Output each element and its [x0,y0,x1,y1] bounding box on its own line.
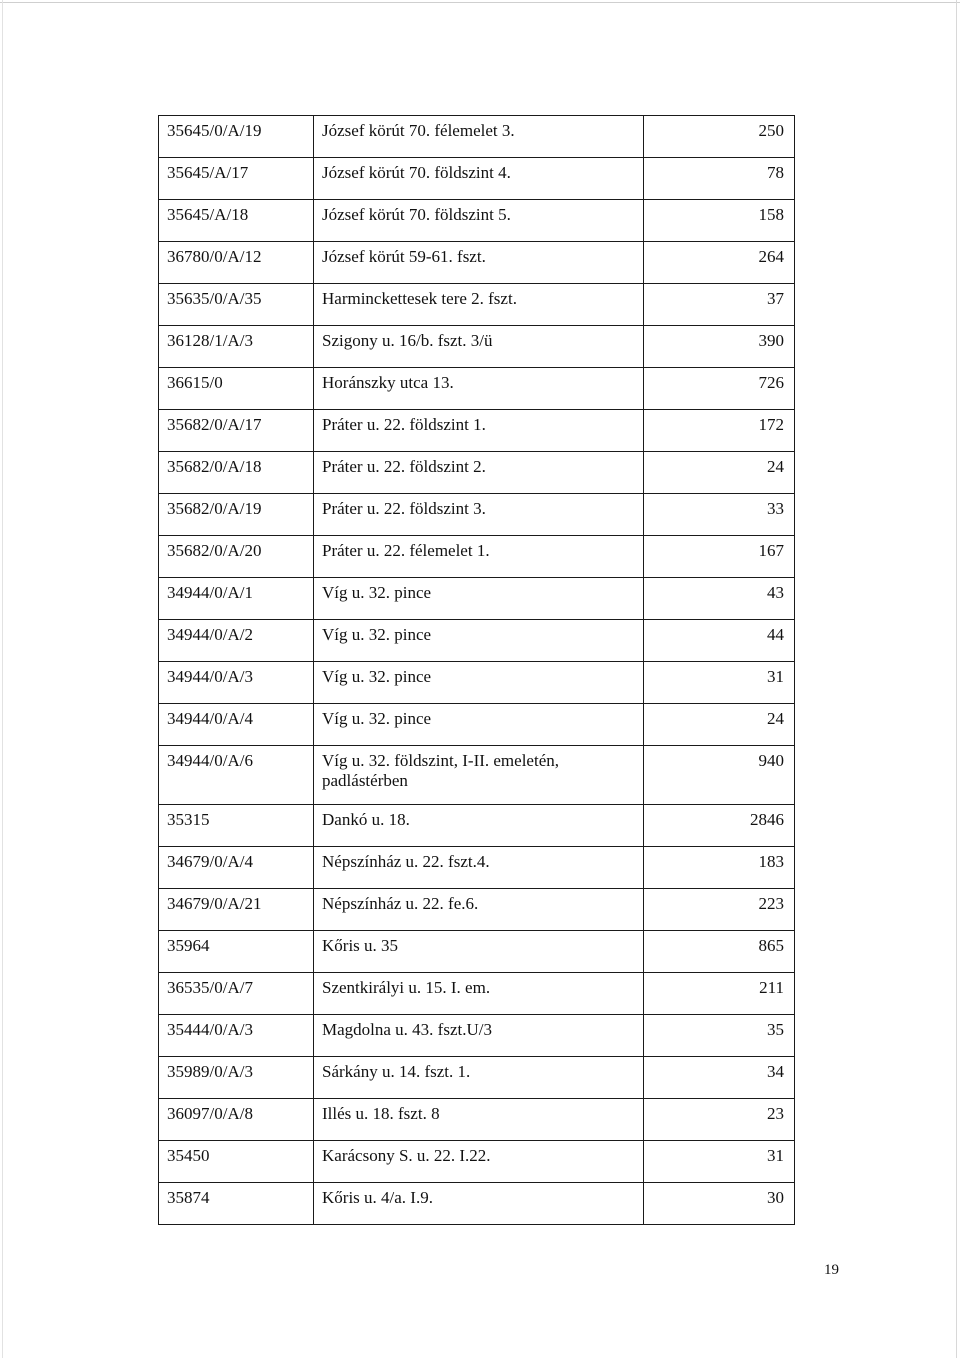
table-row [159,620,795,662]
area-cell: 44 [644,620,795,662]
area-cell: 223 [644,889,795,931]
table-row [159,704,795,746]
table-row [159,1099,795,1141]
address-cell: Víg u. 32. pince [314,662,644,704]
area-cell: 78 [644,158,795,200]
address-cell: Népszínház u. 22. fe.6. [314,889,644,931]
area-cell: 30 [644,1183,795,1225]
table-row [159,494,795,536]
area-cell: 865 [644,931,795,973]
area-cell: 167 [644,536,795,578]
table-row [159,1015,795,1057]
table-row [159,847,795,889]
parcel-number-cell: 35645/0/A/19 [159,116,314,158]
table-row [159,536,795,578]
table-row [159,116,795,158]
parcel-number-cell: 35645/A/17 [159,158,314,200]
area-cell: 37 [644,284,795,326]
parcel-number-cell: 35964 [159,931,314,973]
table-row [159,200,795,242]
area-cell: 390 [644,326,795,368]
parcel-number-cell: 36535/0/A/7 [159,973,314,1015]
parcel-number-cell: 34944/0/A/1 [159,578,314,620]
area-cell: 158 [644,200,795,242]
table-row [159,931,795,973]
table-row [159,158,795,200]
parcel-number-cell: 35989/0/A/3 [159,1057,314,1099]
address-cell: József körút 70. földszint 5. [314,200,644,242]
parcel-number-cell: 35682/0/A/17 [159,410,314,452]
table-row [159,284,795,326]
area-cell: 726 [644,368,795,410]
area-cell: 35 [644,1015,795,1057]
address-cell: Kőris u. 4/a. I.9. [314,1183,644,1225]
area-cell: 264 [644,242,795,284]
parcel-number-cell: 35635/0/A/35 [159,284,314,326]
address-cell: Práter u. 22. félemelet 1. [314,536,644,578]
table-row [159,452,795,494]
area-cell: 31 [644,1141,795,1183]
parcel-number-cell: 34944/0/A/2 [159,620,314,662]
table-row [159,662,795,704]
table-row [159,1141,795,1183]
address-cell: Víg u. 32. földszint, I-II. emeletén, padlástérben [314,746,644,805]
area-cell: 43 [644,578,795,620]
parcel-number-cell: 35874 [159,1183,314,1225]
area-cell: 211 [644,973,795,1015]
address-cell: Práter u. 22. földszint 3. [314,494,644,536]
address-cell: Víg u. 32. pince [314,578,644,620]
area-cell: 24 [644,704,795,746]
property-table-body [159,116,795,1225]
parcel-number-cell: 35444/0/A/3 [159,1015,314,1057]
address-cell: Szentkirályi u. 15. I. em. [314,973,644,1015]
scan-edge-top [0,2,960,3]
area-cell: 2846 [644,805,795,847]
table-row [159,242,795,284]
parcel-number-cell: 35450 [159,1141,314,1183]
table-row [159,368,795,410]
address-cell: Népszínház u. 22. fszt.4. [314,847,644,889]
table-row [159,1183,795,1225]
table-row [159,1057,795,1099]
parcel-number-cell: 36780/0/A/12 [159,242,314,284]
area-cell: 183 [644,847,795,889]
property-table [158,115,795,1225]
parcel-number-cell: 34944/0/A/3 [159,662,314,704]
area-cell: 250 [644,116,795,158]
parcel-number-cell: 34944/0/A/4 [159,704,314,746]
table-row [159,578,795,620]
parcel-number-cell: 36615/0 [159,368,314,410]
table-row [159,973,795,1015]
table-row [159,410,795,452]
parcel-number-cell: 35645/A/18 [159,200,314,242]
parcel-number-cell: 34679/0/A/21 [159,889,314,931]
area-cell: 33 [644,494,795,536]
scan-edge-left [2,0,3,1358]
area-cell: 31 [644,662,795,704]
parcel-number-cell: 36128/1/A/3 [159,326,314,368]
address-cell: József körút 70. földszint 4. [314,158,644,200]
page-number: 19 [824,1262,839,1278]
parcel-number-cell: 36097/0/A/8 [159,1099,314,1141]
table-row [159,889,795,931]
address-cell: József körút 59-61. fszt. [314,242,644,284]
parcel-number-cell: 34679/0/A/4 [159,847,314,889]
address-cell: Illés u. 18. fszt. 8 [314,1099,644,1141]
parcel-number-cell: 35682/0/A/20 [159,536,314,578]
address-cell: Szigony u. 16/b. fszt. 3/ü [314,326,644,368]
address-cell: Magdolna u. 43. fszt.U/3 [314,1015,644,1057]
parcel-number-cell: 35315 [159,805,314,847]
address-cell: Víg u. 32. pince [314,704,644,746]
table-row [159,805,795,847]
scan-edge-right [956,0,957,1358]
parcel-number-cell: 35682/0/A/19 [159,494,314,536]
table-row [159,326,795,368]
area-cell: 34 [644,1057,795,1099]
address-cell: Karácsony S. u. 22. I.22. [314,1141,644,1183]
address-cell: Harminckettesek tere 2. fszt. [314,284,644,326]
address-cell: Kőris u. 35 [314,931,644,973]
address-cell: Sárkány u. 14. fszt. 1. [314,1057,644,1099]
address-cell: Horánszky utca 13. [314,368,644,410]
area-cell: 172 [644,410,795,452]
address-cell: Práter u. 22. földszint 1. [314,410,644,452]
address-cell: József körút 70. félemelet 3. [314,116,644,158]
address-cell: Dankó u. 18. [314,805,644,847]
area-cell: 23 [644,1099,795,1141]
parcel-number-cell: 34944/0/A/6 [159,746,314,805]
address-cell: Práter u. 22. földszint 2. [314,452,644,494]
table-row [159,746,795,805]
address-cell: Víg u. 32. pince [314,620,644,662]
area-cell: 24 [644,452,795,494]
parcel-number-cell: 35682/0/A/18 [159,452,314,494]
area-cell: 940 [644,746,795,805]
